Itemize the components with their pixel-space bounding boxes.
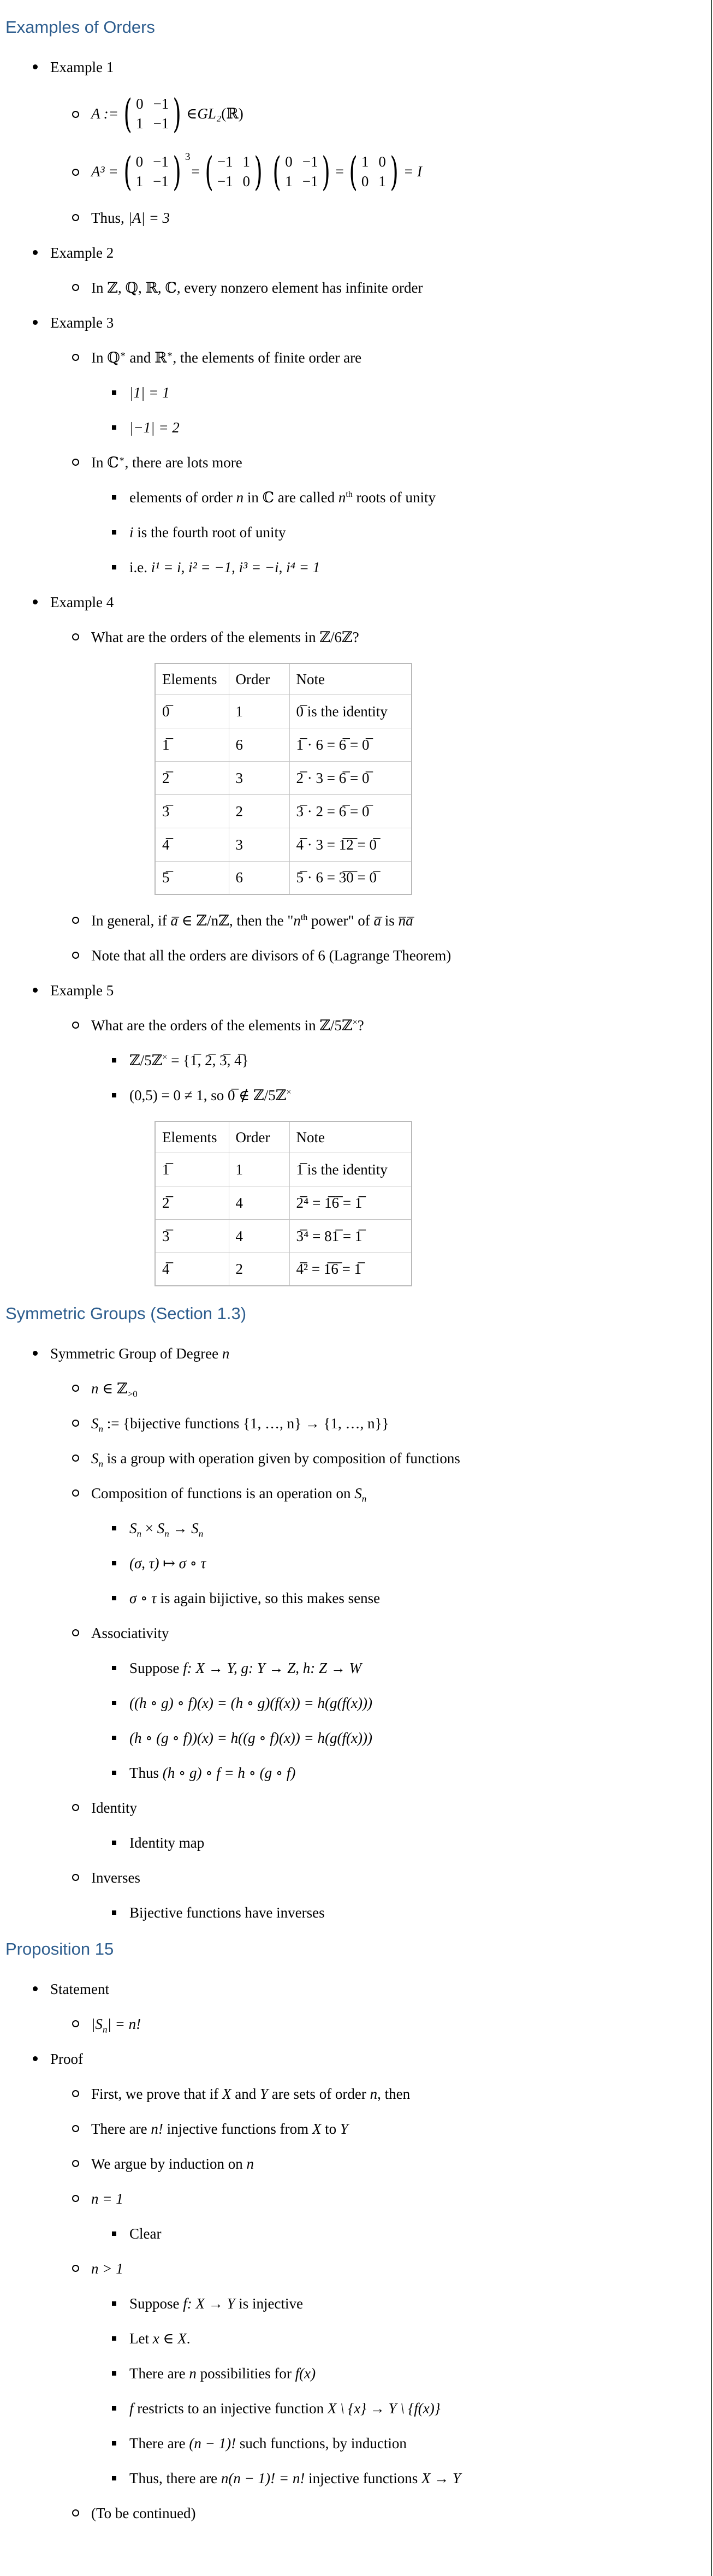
equation-matrix-definition — [4, 93, 699, 134]
matrix-entry: 0 — [136, 96, 144, 112]
text-fragment: is injective — [235, 2295, 303, 2312]
math-text: n — [246, 2156, 254, 2172]
math-text: n = 1 — [91, 2191, 123, 2207]
text-fragment: is the fourth root of unity — [133, 524, 286, 541]
math-text: (h ∘ g) ∘ f = h ∘ (g ∘ f) — [162, 1765, 296, 1781]
bullet-proof-first — [4, 2085, 699, 2103]
bullet-example-1 — [4, 58, 699, 76]
bullet-thus-order-3 — [4, 209, 699, 227]
text-fragment: There are — [91, 2121, 151, 2137]
table-cell: 1 — [229, 1153, 289, 1186]
bullet-base-case — [4, 2189, 699, 2208]
bullet-induction-on-n — [4, 2154, 699, 2173]
text-fragment: What are the orders of the elements in ℤ/6ℤ? — [91, 629, 359, 645]
table-cell: 0̅ — [155, 695, 229, 728]
bullet-sigma-tau-mapsto — [4, 1554, 699, 1572]
math-text: n — [370, 2086, 378, 2102]
bullet-roots-of-unity — [4, 488, 699, 507]
table-cell: 1̅ — [155, 1153, 229, 1186]
text-fragment: Thus, there are — [129, 2470, 221, 2486]
text-fragment: Thus, — [91, 210, 128, 226]
bullet-inductive-case — [4, 2259, 699, 2278]
column-header-order: Order — [229, 1121, 289, 1153]
math-text: n(n − 1)! = n! — [221, 2470, 305, 2486]
math-text: S — [129, 1520, 137, 1536]
matrix-cells — [217, 152, 251, 191]
matrix — [120, 93, 185, 134]
bullet-i-fourth-root — [4, 523, 699, 542]
table-cell: 3 — [229, 828, 289, 861]
math-text: (σ, τ) ↦ σ ∘ τ — [129, 1555, 206, 1571]
table-row — [155, 1153, 412, 1186]
bullet-z6-question — [4, 628, 699, 646]
text-fragment: ℤ/5ℤ — [129, 1052, 163, 1069]
matrix-entry: −1 — [302, 173, 318, 189]
math-text: a̅ — [170, 912, 178, 929]
text-fragment: Inverses — [91, 1869, 140, 1886]
table-row — [155, 861, 412, 894]
text-fragment: := {bijective functions {1, …, n} → {1, …, n}} — [103, 1415, 389, 1432]
table-cell: 1̅ — [155, 728, 229, 761]
text-fragment: Note that all the orders are divisors of 6 (Lagrange Theorem) — [91, 947, 451, 964]
column-header-order: Order — [229, 663, 289, 695]
matrix-entry: −1 — [153, 115, 169, 132]
matrix-cells — [361, 152, 387, 191]
math-text: X — [312, 2121, 322, 2137]
math-text: f: X → Y — [183, 2295, 235, 2312]
math-text: | = n! — [107, 2016, 141, 2032]
math-text: (h ∘ (g ∘ f))(x) = h((g ∘ f)(x)) = h(g(f(x))) — [129, 1730, 372, 1746]
math-text: ((h ∘ g) ∘ f)(x) = (h ∘ g)(f(x)) = h(g(f(x))) — [129, 1695, 372, 1711]
table-row — [155, 828, 412, 861]
matrix-entry: −1 — [302, 153, 318, 170]
subscript-n: n — [98, 1458, 103, 1469]
matrix-entry: 0 — [135, 153, 144, 170]
matrix-entry: 0 — [378, 153, 386, 170]
matrix — [269, 151, 334, 192]
bullet-i-powers — [4, 558, 699, 577]
bullet-proof — [4, 2050, 699, 2068]
text-fragment: ∈ ℤ — [98, 1380, 128, 1397]
bullet-order-of-minus-1 — [4, 418, 699, 437]
math-text: σ ∘ τ — [129, 1590, 157, 1606]
table-cell: 3̅ — [155, 1219, 229, 1253]
text-fragment: Clear — [129, 2225, 162, 2242]
matrix-entry: −1 — [153, 96, 169, 112]
math-text: f(x) — [295, 2365, 316, 2382]
superscript-th: th — [346, 490, 353, 499]
text-fragment: is — [381, 912, 399, 929]
math-text: S — [91, 1450, 99, 1467]
bullet-sn-cardinality — [4, 2015, 699, 2033]
superscript-star: ∗ — [120, 350, 126, 359]
math-text: n! — [151, 2121, 163, 2137]
bullet-sn-is-group — [4, 1449, 699, 1468]
bullet-z5-units-set — [4, 1051, 699, 1070]
math-text: i — [129, 524, 134, 541]
math-text: f: X → Y, g: Y → Z, h: Z → W — [183, 1660, 362, 1676]
table-row — [155, 1186, 412, 1219]
text-fragment: is again bijictive, so this makes sense — [156, 1590, 381, 1606]
text-fragment: In ℤ, ℚ, ℝ, ℂ, every nonzero element has infinite order — [91, 280, 423, 296]
math-text: x ∈ X — [152, 2330, 187, 2347]
matrix-entry: 1 — [135, 173, 144, 189]
math-text: X → Y — [421, 2470, 461, 2486]
table-cell: 1̅ is the identity — [289, 1153, 412, 1186]
bullet-thus-n-factorial — [4, 2469, 699, 2488]
matrix — [201, 151, 266, 192]
bullet-inverses — [4, 1868, 699, 1887]
text-fragment: (0,5) = 0 ≠ 1, so 0̅ ∉ ℤ/5ℤ — [129, 1087, 287, 1103]
text-fragment: ∈ — [186, 105, 198, 122]
text-fragment: . — [186, 2330, 191, 2347]
table-cell: 3 — [229, 761, 289, 794]
table-cell: 2̅⁴ = 1̅6̅ = 1̅ — [289, 1186, 412, 1219]
section-heading-proposition-15: Proposition 15 — [5, 1939, 114, 1958]
matrix-entry: −1 — [217, 173, 233, 189]
bullet-let-x-in-x — [4, 2329, 699, 2348]
bullet-nth-power-general — [4, 911, 699, 930]
math-text: n — [293, 912, 301, 929]
table-cell: 3̅ — [155, 794, 229, 828]
matrix-entry: 1 — [136, 115, 144, 132]
text-fragment: There are — [129, 2435, 189, 2452]
math-text: |1| = 1 — [129, 384, 170, 401]
bullet-example-3 — [4, 313, 699, 332]
text-fragment: Suppose — [129, 2295, 183, 2312]
math-text: n — [91, 1380, 99, 1397]
text-fragment: Bijective functions have inverses — [129, 1904, 325, 1921]
matrix-entry: −1 — [153, 173, 169, 189]
matrix — [346, 151, 402, 192]
text-fragment: = — [335, 163, 344, 180]
bullet-n-minus-1-factorial — [4, 2434, 699, 2453]
math-text: |A| = 3 — [128, 210, 170, 226]
text-fragment: , the elements of finite order are — [173, 349, 362, 366]
bullet-example-2 — [4, 244, 699, 262]
bullet-associativity — [4, 1624, 699, 1642]
table-cell: 5̅ — [155, 861, 229, 894]
text-fragment: , then — [377, 2086, 411, 2102]
column-header-elements: Elements — [155, 663, 229, 695]
matrix-cells — [284, 152, 318, 191]
text-fragment: Example 1 — [50, 59, 114, 75]
paren-open: ( — [123, 149, 132, 194]
math-text: S — [91, 1415, 99, 1432]
math-text: = I — [403, 163, 422, 180]
text-fragment: Example 4 — [50, 594, 114, 610]
bullet-composition-operation — [4, 1484, 699, 1503]
text-fragment: We argue by induction on — [91, 2156, 247, 2172]
paren-open: ( — [123, 91, 132, 136]
bullet-infinite-order — [4, 278, 699, 297]
text-fragment: ∈ ℤ/nℤ, then the " — [177, 912, 294, 929]
bullet-assoc-conclusion — [4, 1764, 699, 1782]
text-fragment: restricts to an injective function — [133, 2400, 328, 2417]
text-fragment: i.e. — [129, 559, 151, 575]
subscript-n: n — [164, 1528, 169, 1539]
text-fragment: possibilities for — [196, 2365, 295, 2382]
table-cell: 1̅ · 6 = 6̅ = 0̅ — [289, 728, 412, 761]
text-fragment: What are the orders of the elements in ℤ/5ℤ — [91, 1017, 353, 1034]
math-text: i¹ = i, i² = −1, i³ = −i, i⁴ = 1 — [151, 559, 320, 575]
table-cell: 4̅² = 1̅6̅ = 1̅ — [289, 1253, 412, 1286]
bullet-n-positive-integer — [4, 1379, 699, 1398]
bullet-identity — [4, 1799, 699, 1817]
table-row — [155, 794, 412, 828]
matrix-cells — [135, 94, 169, 133]
math-text: Y — [259, 2086, 268, 2102]
bullet-assoc-eq-1 — [4, 1694, 699, 1712]
text-fragment: Associativity — [91, 1625, 169, 1641]
text-fragment: roots of unity — [352, 489, 436, 506]
text-fragment: In ℚ — [91, 349, 120, 366]
section-heading-symmetric-groups: Symmetric Groups (Section 1.3) — [5, 1304, 247, 1323]
subscript-n: n — [198, 1528, 204, 1539]
table-cell: 2̅ — [155, 761, 229, 794]
text-fragment: and ℝ — [126, 349, 167, 366]
table-cell: 2̅ · 3 = 6̅ = 0̅ — [289, 761, 412, 794]
bullet-finite-order-elements — [4, 348, 699, 367]
bullet-suppose-f-injective — [4, 2294, 699, 2313]
table-row — [155, 1219, 412, 1253]
table-cell: 0̅ is the identity — [289, 695, 412, 728]
text-fragment: ? — [357, 1017, 364, 1034]
math-text: n > 1 — [91, 2260, 123, 2277]
text-fragment: Identity — [91, 1800, 137, 1816]
paren-open: ( — [272, 149, 281, 194]
math-text: n — [338, 489, 346, 506]
z6-orders-table — [155, 663, 412, 895]
table-cell: 6 — [229, 861, 289, 894]
bullet-z5-question — [4, 1016, 699, 1035]
bullet-lagrange-note — [4, 946, 699, 965]
math-text: S — [157, 1520, 165, 1536]
table-cell: 2 — [229, 794, 289, 828]
math-text: n̅a̅ — [398, 912, 413, 929]
text-fragment: Example 3 — [50, 314, 114, 331]
text-fragment: such functions, by induction — [236, 2435, 407, 2452]
text-fragment: are sets of order — [268, 2086, 370, 2102]
bullet-bijective-inverses — [4, 1903, 699, 1922]
text-fragment: (To be continued) — [91, 2505, 196, 2521]
text-fragment: Example 2 — [50, 245, 114, 261]
math-text: n — [236, 489, 244, 506]
text-fragment: Statement — [50, 1981, 109, 1997]
table-cell: 5̅ · 6 = 3̅0̅ = 0̅ — [289, 861, 412, 894]
column-header-note: Note — [289, 1121, 412, 1153]
paren-close: ) — [390, 149, 399, 194]
matrix-entry: −1 — [153, 153, 169, 170]
matrix-entry: −1 — [217, 153, 233, 170]
text-fragment: in ℂ are called — [243, 489, 338, 506]
text-fragment: → — [169, 1520, 192, 1536]
text-fragment: In general, if — [91, 912, 171, 929]
text-fragment: elements of order — [129, 489, 236, 506]
math-text: (n − 1)! — [189, 2435, 236, 2452]
subscript-n: n — [98, 1423, 103, 1434]
matrix-entry: 1 — [285, 173, 293, 189]
text-fragment: to — [321, 2121, 340, 2137]
superscript-th: th — [300, 913, 308, 922]
table-cell: 1 — [229, 695, 289, 728]
bullet-symmetric-group-degree-n — [4, 1344, 699, 1363]
matrix-entry: 0 — [242, 173, 251, 189]
paren-open: ( — [349, 149, 358, 194]
table-row — [155, 761, 412, 794]
paren-close: ) — [173, 149, 181, 194]
bullet-example-4 — [4, 593, 699, 612]
text-fragment: power" of — [307, 912, 374, 929]
paren-close: ) — [173, 91, 182, 136]
text-fragment: First, we prove that if — [91, 2086, 222, 2102]
superscript-times: × — [352, 1018, 358, 1027]
table-cell: 2̅ — [155, 1186, 229, 1219]
paren-open: ( — [205, 149, 213, 194]
bullet-statement — [4, 1980, 699, 1998]
subscript-n: n — [136, 1528, 141, 1539]
superscript-star: ∗ — [118, 455, 125, 464]
math-text: a̅ — [373, 912, 382, 929]
text-fragment: injective functions from — [163, 2121, 312, 2137]
math-text: A³ = — [91, 163, 118, 180]
matrix-entry: 1 — [242, 153, 251, 170]
bullet-complex-lots-more — [4, 453, 699, 472]
bullet-identity-map — [4, 1833, 699, 1852]
bullet-sn-cross-sn — [4, 1519, 699, 1538]
column-header-note: Note — [289, 663, 412, 695]
text-fragment: (ℝ) — [221, 105, 243, 122]
matrix-entry: 1 — [361, 153, 369, 170]
subscript-gt-0: >0 — [127, 1388, 138, 1399]
math-text: n — [222, 1345, 230, 1362]
bullet-f-restricts — [4, 2399, 699, 2418]
bullet-n-factorial-injective — [4, 2120, 699, 2138]
text-fragment: is a group with operation given by composition of functions — [103, 1450, 460, 1467]
bullet-suppose-fgh — [4, 1659, 699, 1677]
table-row — [155, 695, 412, 728]
matrix-entry: 0 — [285, 153, 293, 170]
bullet-composition-bijective — [4, 1589, 699, 1607]
text-fragment: Identity map — [129, 1835, 205, 1851]
text-fragment: = {1̅, 2̅, 3̅, 4̅} — [167, 1052, 249, 1069]
math-text: X — [222, 2086, 231, 2102]
table-cell: 4 — [229, 1219, 289, 1253]
math-text: f — [129, 2400, 134, 2417]
page-right-border — [711, 0, 712, 2576]
matrix — [120, 151, 190, 192]
math-text: S — [354, 1485, 362, 1501]
bullet-n-possibilities — [4, 2364, 699, 2383]
superscript-star: ∗ — [167, 350, 173, 359]
table-cell: 6 — [229, 728, 289, 761]
bullet-zero-not-unit — [4, 1086, 699, 1105]
text-fragment: In ℂ — [91, 454, 119, 471]
text-fragment: = — [191, 163, 200, 180]
subscript-n: n — [102, 2024, 108, 2035]
math-text: GL₂ — [197, 105, 222, 122]
table-cell: 4̅ · 3 = 1̅2̅ = 0̅ — [289, 828, 412, 861]
text-fragment: , there are lots more — [124, 454, 242, 471]
text-fragment: Suppose — [129, 1660, 183, 1676]
table-cell: 4̅ — [155, 828, 229, 861]
subscript-n: n — [361, 1493, 367, 1504]
math-text: A := — [91, 105, 118, 122]
text-fragment: injective functions — [305, 2470, 422, 2486]
section-heading-examples-of-orders: Examples of Orders — [5, 17, 155, 37]
table-cell: 3̅ · 2 = 6̅ = 0̅ — [289, 794, 412, 828]
math-text: |S — [91, 2016, 103, 2032]
text-fragment: There are — [129, 2365, 189, 2382]
matrix-entry: 1 — [378, 173, 386, 189]
bullet-assoc-eq-2 — [4, 1729, 699, 1747]
text-fragment: and — [231, 2086, 260, 2102]
table-header-row — [155, 663, 412, 695]
paren-close: ) — [322, 149, 331, 194]
table-header-row — [155, 1121, 412, 1153]
paren-close: ) — [254, 149, 263, 194]
text-fragment: Composition of functions is an operation on — [91, 1485, 355, 1501]
math-text: Y — [340, 2121, 348, 2137]
table-cell: 3̅⁴ = 81̅ = 1̅ — [289, 1219, 412, 1253]
table-row — [155, 1253, 412, 1286]
bullet-example-5 — [4, 981, 699, 1000]
table-cell: 2 — [229, 1253, 289, 1286]
math-text: n — [189, 2365, 197, 2382]
text-fragment: Thus — [129, 1765, 163, 1781]
matrix-cells — [135, 152, 169, 191]
text-fragment: × — [141, 1520, 157, 1536]
text-fragment: Let — [129, 2330, 153, 2347]
z5-units-orders-table — [155, 1121, 412, 1286]
math-text: X \ {x} → Y \ {f(x)} — [327, 2400, 441, 2417]
math-text: |−1| = 2 — [129, 419, 180, 436]
bullet-clear — [4, 2224, 699, 2243]
text-fragment: Example 5 — [50, 982, 114, 999]
equation-matrix-cube — [4, 151, 699, 192]
bullet-order-of-1 — [4, 383, 699, 402]
bullet-sn-definition — [4, 1414, 699, 1433]
table-cell: 4̅ — [155, 1253, 229, 1286]
text-fragment: Proof — [50, 2051, 83, 2067]
column-header-elements: Elements — [155, 1121, 229, 1153]
superscript-times: × — [162, 1053, 168, 1062]
text-fragment: Symmetric Group of Degree — [50, 1345, 222, 1362]
math-text: S — [191, 1520, 199, 1536]
table-cell: 4 — [229, 1186, 289, 1219]
superscript-times: × — [286, 1088, 292, 1097]
matrix-entry: 0 — [361, 173, 369, 189]
bullet-to-be-continued — [4, 2504, 699, 2522]
matrix-exponent: 3 — [185, 151, 191, 163]
table-row — [155, 728, 412, 761]
